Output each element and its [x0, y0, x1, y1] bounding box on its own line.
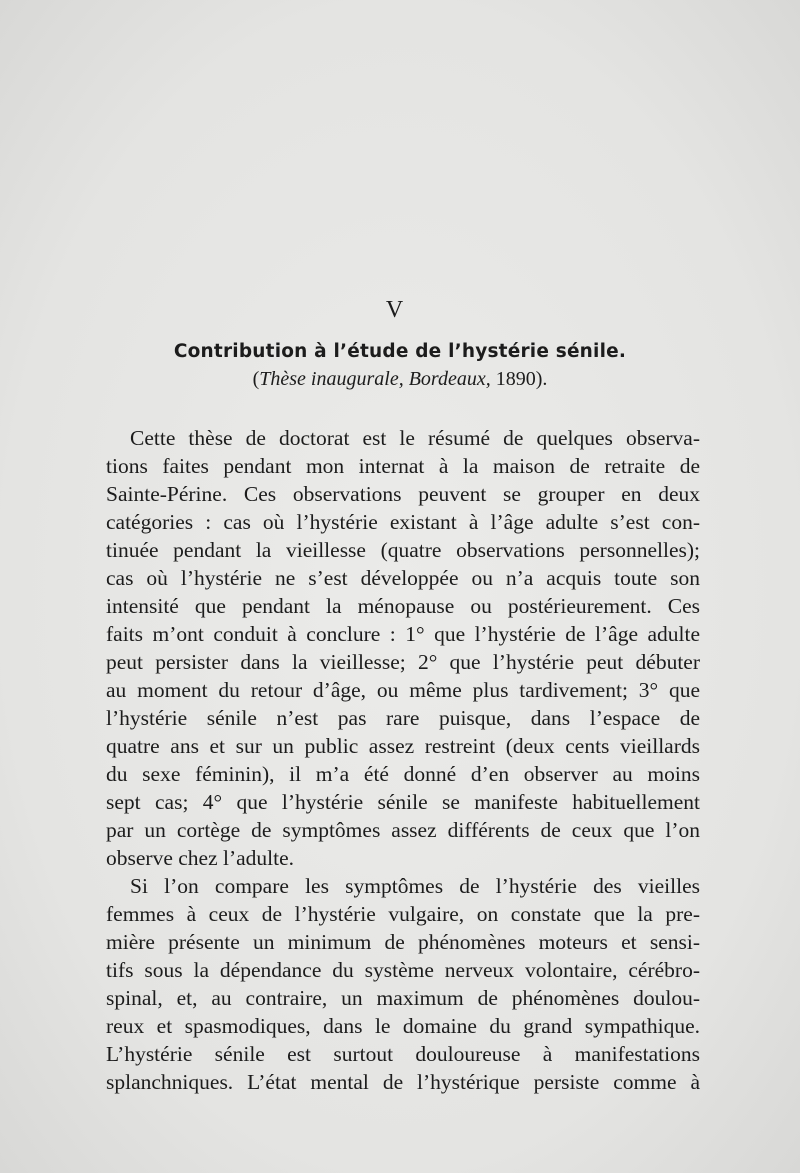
text-line: quatre ans et sur un public assez restreint (deux cents vieillards — [106, 734, 700, 758]
text-line: Cette thèse de doctorat est le résumé de quelques observa- — [130, 426, 700, 450]
text-line: l’hystérie sénile n’est pas rare puisque, dans l’espace de — [106, 706, 700, 730]
paragraph-1 — [106, 424, 700, 872]
text-line: tifs sous la dépendance du système nerveux volontaire, cérébro- — [106, 958, 700, 982]
text-line: Si l’on compare les symptômes de l’hystérie des vieilles — [130, 874, 700, 898]
text-line: tinuée pendant la vieillesse (quatre observations personnelles); — [106, 538, 700, 562]
text-line: L’hystérie sénile est surtout douloureuse à manifestations — [106, 1042, 700, 1066]
text-line: intensité que pendant la ménopause ou postérieurement. Ces — [106, 594, 700, 618]
text-line: du sexe féminin), il m’a été donné d’en observer au moins — [106, 762, 700, 786]
text-line: splanchniques. L’état mental de l’hystérique persiste comme à — [106, 1070, 700, 1094]
text-line: faits m’ont conduit à conclure : 1° que l’hystérie de l’âge adulte — [106, 622, 700, 646]
text-line: catégories : cas où l’hystérie existant à l’âge adulte s’est con- — [106, 510, 700, 534]
text-line: peut persister dans la vieillesse; 2° que l’hystérie peut débuter — [106, 650, 700, 674]
chapter-subtitle — [0, 368, 800, 391]
chapter-title: Contribution à l’étude de l’hystérie sénile. — [173, 341, 627, 362]
text-line: observe chez l’adulte. — [106, 846, 295, 870]
text-line: mière présente un minimum de phénomènes moteurs et sensi- — [106, 930, 700, 954]
text-line: au moment du retour d’âge, ou même plus tardivement; 3° que — [106, 678, 700, 702]
text-line: tions faites pendant mon internat à la maison de retraite de — [106, 454, 700, 478]
paragraph-2 — [106, 872, 700, 1096]
text-line: cas où l’hystérie ne s’est développée ou n’a acquis toute son — [106, 566, 700, 590]
subtitle-open-paren: ( — [252, 368, 260, 390]
text-line: sept cas; 4° que l’hystérie sénile se manifeste habituellement — [106, 790, 700, 814]
section-number: V — [385, 297, 405, 323]
text-line: reux et spasmodiques, dans le domaine du grand sympathique. — [106, 1014, 700, 1038]
subtitle-rest: 1890). — [490, 368, 548, 390]
subtitle-italic: Thèse inaugurale, Bordeaux, — [259, 368, 491, 390]
text-line: par un cortège de symptômes assez différents de ceux que l’on — [106, 818, 700, 842]
text-line: femmes à ceux de l’hystérie vulgaire, on constate que la pre- — [106, 902, 700, 926]
body-text — [106, 424, 700, 1096]
text-line: Sainte-Périne. Ces observations peuvent se grouper en deux — [106, 482, 700, 506]
text-line: spinal, et, au contraire, un maximum de phénomènes doulou- — [106, 986, 700, 1010]
